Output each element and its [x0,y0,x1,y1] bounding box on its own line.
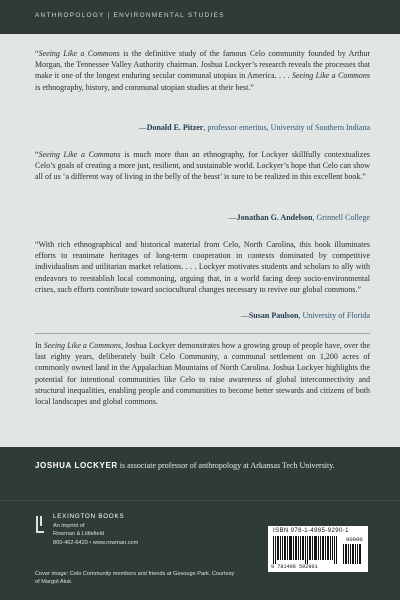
barcode-label [268,526,368,572]
blurb-1 [35,48,370,93]
publisher-contact: 800-462-6420 • www.rowman.com [53,539,139,546]
category-label: ANTHROPOLOGY | ENVIRONMENTAL STUDIES [35,12,225,19]
blurb-1-book-title: Seeing Like a Commons [38,49,120,58]
blurb-2-book-title: Seeing Like a Commons [38,150,121,159]
cover-credit: Cover image: Celo Community members and friends at Gesouge Park. Courtesy of Margot Atuk. [35,571,235,585]
lexington-logo-icon [35,513,45,535]
publisher-imprint-line: An imprint of [53,522,85,529]
blurb-2-attribution: —Jonathan G. Andelson, Grinnell College [228,213,370,222]
description-book-title: Seeing Like a Commons [43,341,121,350]
blurb-1-attribution: —Donald E. Pitzer, professor emeritus, University of Southern Indiana [138,123,370,132]
blurb-1-affiliation: professor emeritus, University of Southern Indiana [207,123,370,132]
author-bio [35,461,375,470]
price-code: 90000 [346,536,363,543]
blurb-1-text-b: is ethnography, history, and communal utopian studies at their best.” [35,82,254,92]
blurb-2-open-quote: “ [35,150,39,159]
author-bio-text: is associate professor of anthropology at Arkansas Tech University. [117,461,335,470]
description-lead: In [35,341,44,350]
isbn-text: ISBN 978-1-4985-9290-1 [273,528,349,534]
blurb-2-text: is much more than an ethnography, for Lockyer skillfully contextualizes Celo’s goals of creating a more just, resilient, and sustainable world. Lockyer’s hope that Celo can show all of us ‘a different way of living in the belly of the beast’ is sure to be realized in this excellent book.” [35,150,370,182]
blurb-3-affiliation: University of Florida [302,311,370,320]
book-description [35,340,370,407]
category-band [0,0,400,34]
blurb-1-open-quote: “ [35,49,39,58]
ean-digits: 9 781498 592901 [271,564,318,570]
blurb-2-affiliation: Grinnell College [316,213,370,222]
blurb-3-name: Susan Paulson [248,311,299,320]
blurb-2 [35,149,370,183]
blurb-3: “With rich ethnographical and historical material from Celo, North Carolina, this book illuminates efforts to reanimate heritages of long-term cooperation in contexts dominated by competitive individualism and utilitarian market relations. . . . Lockyer motivates students and scholars to ally with endeavors to reestablish local commoning, arguing that, in a world facing deep socio-environmental crises, such efforts contribute toward sociocultural changes necessary to revive our global commons.” [35,240,370,294]
description-body: , Joshua Lockyer demonstrates how a growing group of people have, over the last eighty years, deliberately built Celo Community, a communal settlement on 1,200 acres of commonly owned land in the Appalachian Mountains of North Carolina. Joshua Lockyer highlights the potential for intentional communities like Celo to raise awareness of global interconnectivity and structural inequalities, enabling people and communities to become better stewards and citizens of both local landscapes and global commons. [35,341,370,407]
section-divider [35,333,370,334]
blurb-1-book-title-2: Seeing Like a Commons [291,71,370,81]
publisher-name: LEXINGTON BOOKS [53,513,125,520]
blurb-1-name: Donald E. Pitzer [146,123,204,132]
publisher-info [53,513,138,547]
blurb-2-name: Jonathan G. Andelson [236,213,313,222]
band-divider [0,500,400,501]
publisher-parent: Rowman & Littlefield [53,531,104,537]
author-name: JOSHUA LOCKYER [35,461,118,470]
blurb-1-text-a: is the definitive study of the famous Celo community founded by Arthur Morgan, the Tennessee Valley Authority chairman. Joshua Lockyer’s research reveals the processes that make it one of the longest enduring secular communal utopias in America. . . . [35,49,370,81]
blurb-3-attribution: —Susan Paulson, University of Florida [240,311,370,320]
